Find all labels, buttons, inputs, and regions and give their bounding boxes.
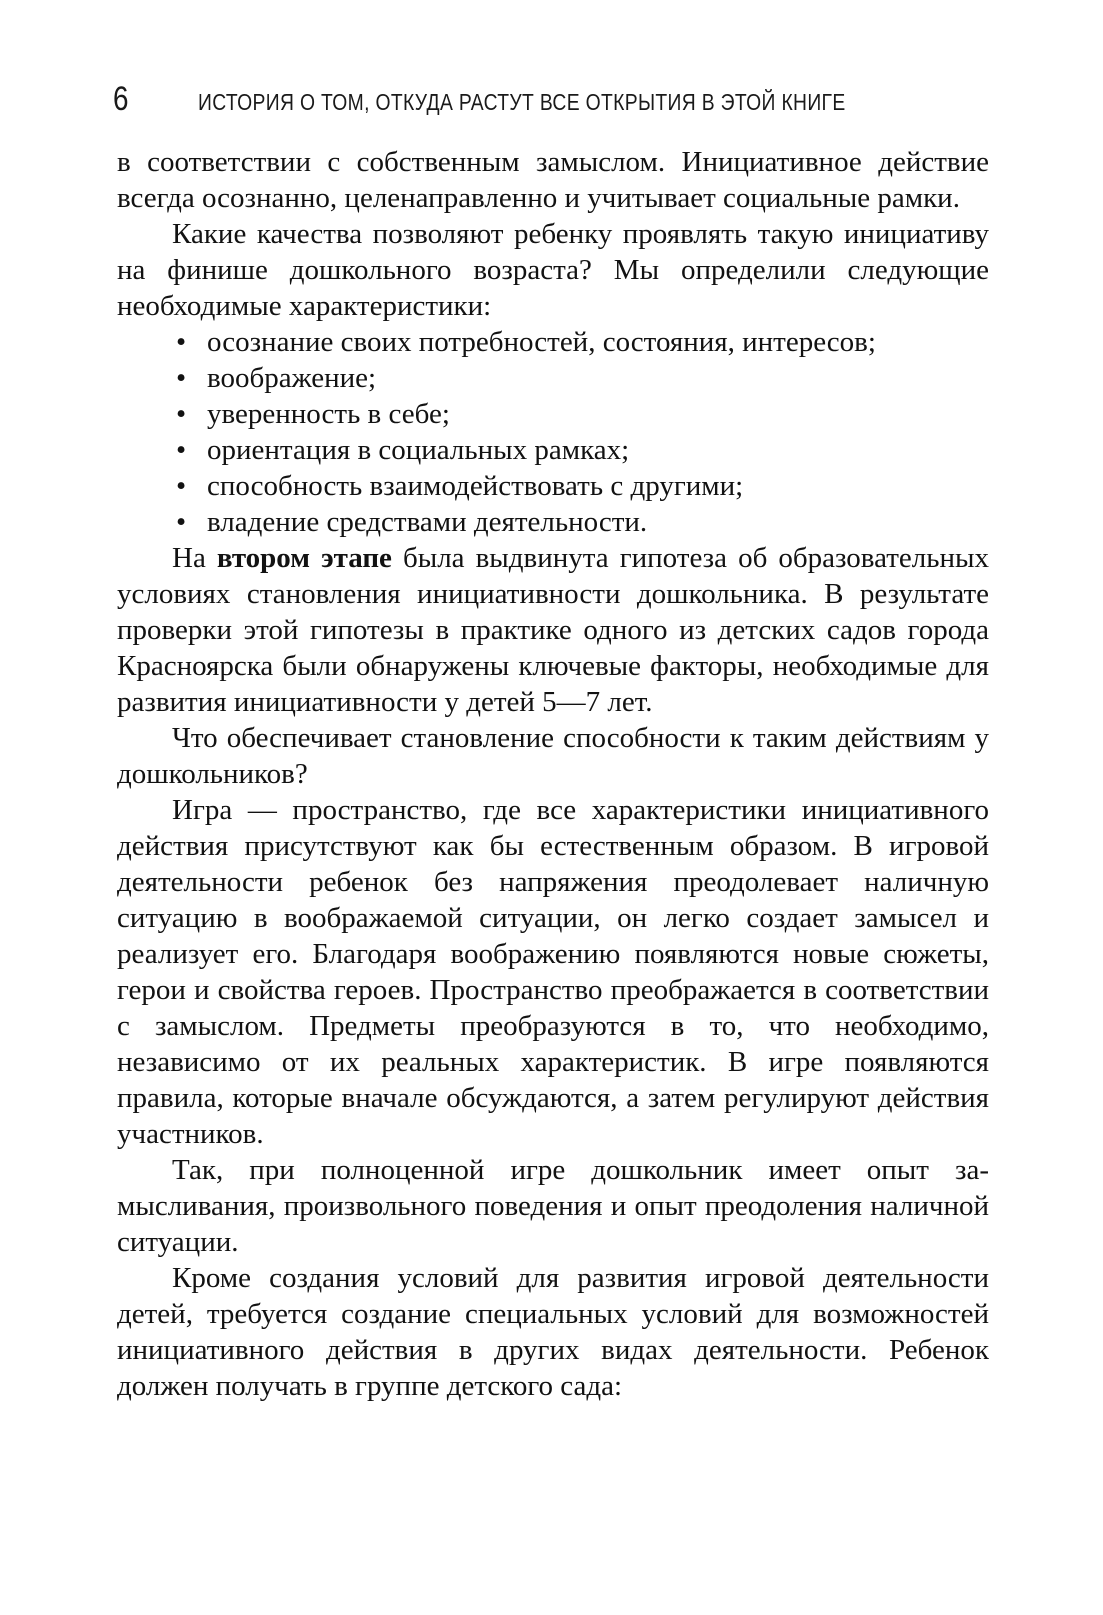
list-item: • осознание своих потребностей, состояния, интересов; <box>207 324 989 360</box>
list-item: • ориентация в социальных рамках; <box>207 432 989 468</box>
list-item: • уверенность в себе; <box>207 396 989 432</box>
paragraph-continuation: в соответствии с собственным замыслом. Инициативное действие всегда осознанно, целенаправленно и учитывает социальные рамки. <box>117 146 989 214</box>
page-body <box>117 144 989 1404</box>
paragraph: Так, при полноценной игре дошкольник имеет опыт замысливания, произвольного поведения и опыт преодоления наличной ситуации. <box>117 1154 989 1258</box>
list-item: • воображение; <box>207 360 989 396</box>
paragraph: Какие качества позволяют ребенку проявлять такую инициативу на финише дошкольного возраста? Мы определили следующие необходимые характеристики: <box>117 218 989 322</box>
page-header <box>113 80 988 119</box>
paragraph: Кроме создания условий для развития игровой деятельности детей, требуется создание специальных условий для возможностей инициативного действия в других видах деятельности. Ребенок должен получать в группе детского сада: <box>117 1262 989 1402</box>
paragraph: Игра — пространство, где все характеристики инициативного действия присутствуют как бы естественным образом. В игровой деятельности ребенок без напряжения преодолевает наличную ситуацию в воображаемой ситуации, он легко создает замысел и реализует его. Благодаря воображению появляются новые сюжеты, герои и свойства героев. Пространство преображается в соответствии с замыслом. Предметы преобразуются в то, что необходимо, независимо от их реальных характеристик. В игре появляются правила, которые вначале обсуждаются, а затем регулируют действия участников. <box>117 794 989 1150</box>
paragraph <box>117 540 989 720</box>
page-number: 6 <box>113 80 129 118</box>
paragraph-text: На <box>172 542 217 574</box>
bullet-list <box>117 324 989 540</box>
running-title: ИСТОРИЯ О ТОМ, ОТКУДА РАСТУТ ВСЕ ОТКРЫТИЯ В ЭТОЙ КНИГЕ <box>197 89 846 115</box>
bold-phrase: втором этапе <box>216 542 392 574</box>
paragraph: Что обеспечивает становление способности к таким действиям у дошкольников? <box>117 722 989 790</box>
list-item: • способность взаимодействовать с другими; <box>207 468 989 504</box>
list-item: • владение средствами деятельности. <box>207 504 989 540</box>
paragraph-text: была выдвинута гипотеза об образовательных условиях становления инициативности дошкольника. В результате проверки этой гипотезы в практике одного из детских садов города Красноярска были обнаружены ключевые факторы, необходимые для развития инициативности у детей 5—7 лет. <box>117 542 989 718</box>
